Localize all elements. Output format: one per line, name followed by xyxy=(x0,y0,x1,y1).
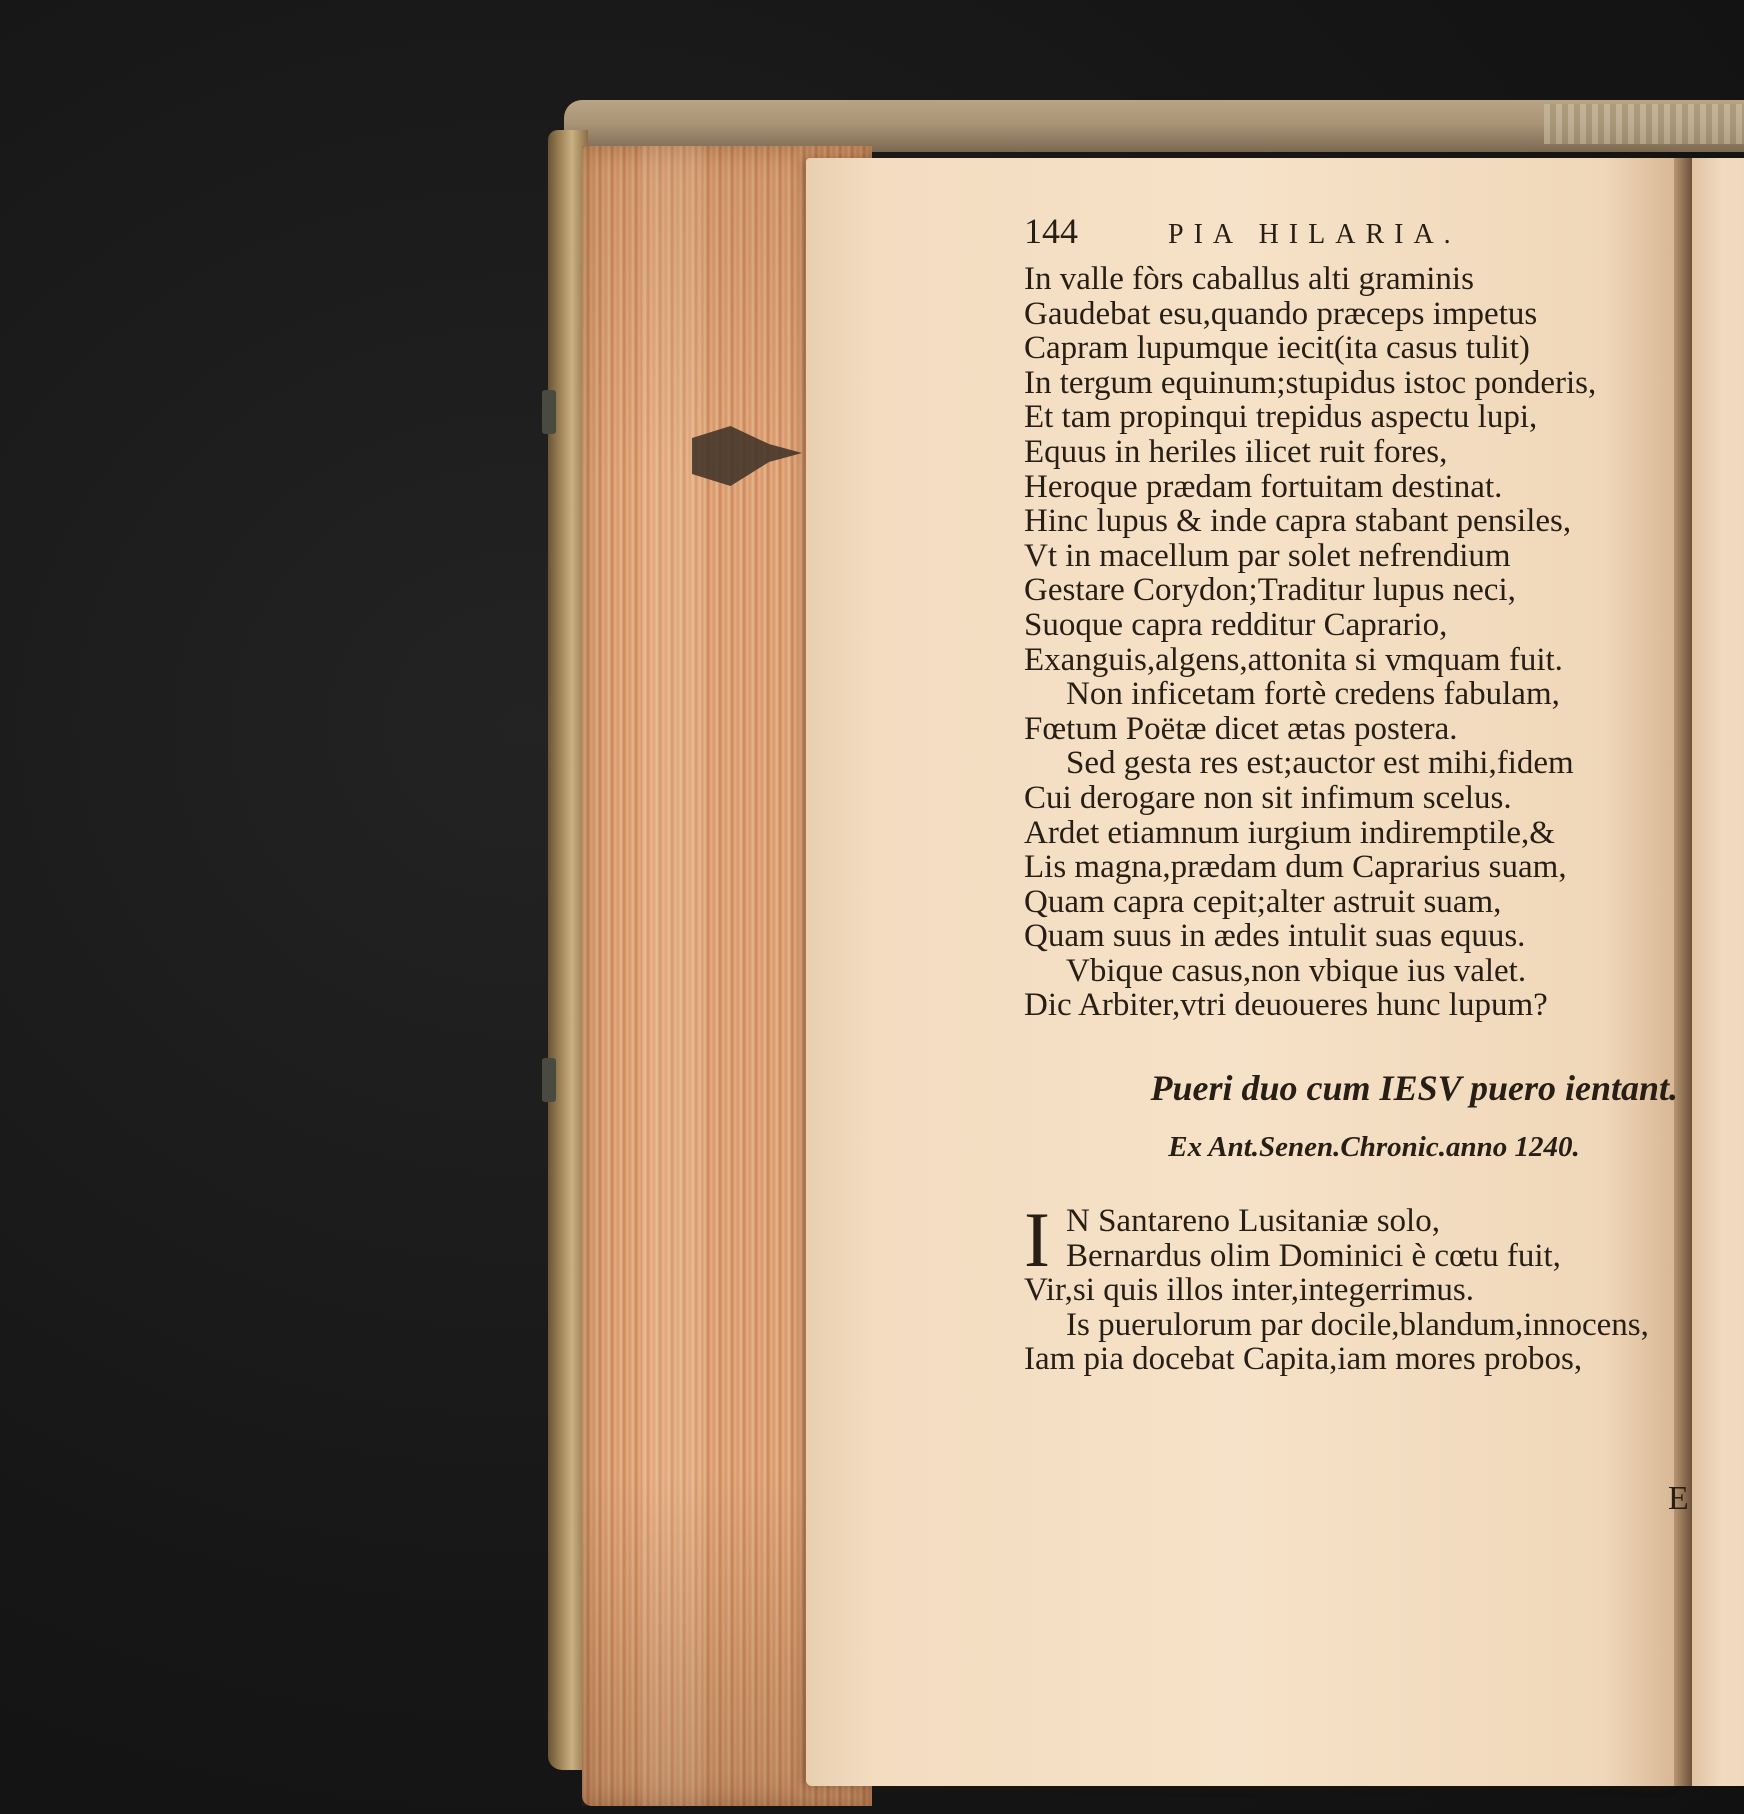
verse-line: Quam capra cepit;alter astruit suam, xyxy=(1024,883,1502,920)
verse-line: Hinc lupus & inde capra stabant pensiles, xyxy=(1024,503,1572,540)
verse-line: Heroque prædam fortuitam destinat. xyxy=(1024,468,1503,505)
verse-line: Vbique casus,non vbique ius valet. xyxy=(1066,952,1527,989)
verse-line: Quam suus in ædes intulit suas equus. xyxy=(1024,918,1526,955)
running-title: PIA HILARIA. xyxy=(1168,219,1461,250)
verse-line: Dic Arbiter,vtri deuoueres hunc lupum? xyxy=(1024,987,1548,1024)
poem-second-lines xyxy=(1024,1196,1684,1378)
verse-line: Bernardus olim Dominici è cœtu fuit, xyxy=(1066,1237,1561,1274)
verse-line: Exanguis,algens,attonita si vmquam fuit. xyxy=(1024,641,1563,678)
verse-line: In valle fòrs caballus alti graminis xyxy=(1024,261,1474,297)
verse-line: Gestare Corydon;Traditur lupus neci, xyxy=(1024,572,1516,609)
book-cover-top-edge xyxy=(564,100,1744,152)
clasp-lower xyxy=(542,1058,556,1102)
poem-second xyxy=(1024,1196,1684,1378)
page-text-block xyxy=(1024,210,1684,1377)
verse-line: Fœtum Poëtæ dicet ætas postera. xyxy=(1024,710,1458,747)
verse-line: Ardet etiamnum iurgium indiremptile,& xyxy=(1024,814,1555,851)
verse-line: In tergum equinum;stupidus istoc ponderis, xyxy=(1024,364,1597,401)
verse-line: Cui derogare non sit infimum scelus. xyxy=(1024,779,1512,816)
verse-line: Suoque capra redditur Caprario, xyxy=(1024,606,1448,643)
thumb-index-mark xyxy=(692,426,802,486)
right-page-edge xyxy=(1692,158,1744,1786)
verse-line: Sed gesta res est;auctor est mihi,fidem xyxy=(1066,745,1574,782)
running-head xyxy=(1024,210,1684,262)
verse-line: Capram lupumque iecit(ita casus tulit) xyxy=(1024,330,1530,367)
page-number: 144 xyxy=(1024,211,1078,251)
verse-line: Vir,si quis illos inter,integerrimus. xyxy=(1024,1272,1474,1309)
poem-first xyxy=(1024,262,1684,1023)
drop-cap: I xyxy=(1024,1196,1050,1284)
catchword: E xyxy=(1668,1480,1689,1517)
verse-line: Is puerulorum par docile,blandum,innocens, xyxy=(1066,1306,1649,1343)
section-heading: Pueri duo cum IESV puero ientant. xyxy=(1150,1068,1678,1109)
verse-line: Gaudebat esu,quando præceps impetus xyxy=(1024,295,1538,332)
verse-line: Equus in heriles ilicet ruit fores, xyxy=(1024,433,1448,470)
verse-line: Non inficetam fortè credens fabulam, xyxy=(1066,676,1560,713)
verse-line: Lis magna,prædam dum Caprarius suam, xyxy=(1024,849,1567,886)
verse-line: N Santareno Lusitaniæ solo, xyxy=(1066,1203,1440,1240)
verse-line: Iam pia docebat Capita,iam mores probos, xyxy=(1024,1341,1583,1378)
section-source: Ex Ant.Senen.Chronic.anno 1240. xyxy=(1168,1131,1580,1164)
clasp-upper xyxy=(542,390,556,434)
verse-line: Et tam propinqui trepidus aspectu lupi, xyxy=(1024,399,1538,436)
verse-line: Vt in macellum par solet nefrendium xyxy=(1024,537,1511,574)
